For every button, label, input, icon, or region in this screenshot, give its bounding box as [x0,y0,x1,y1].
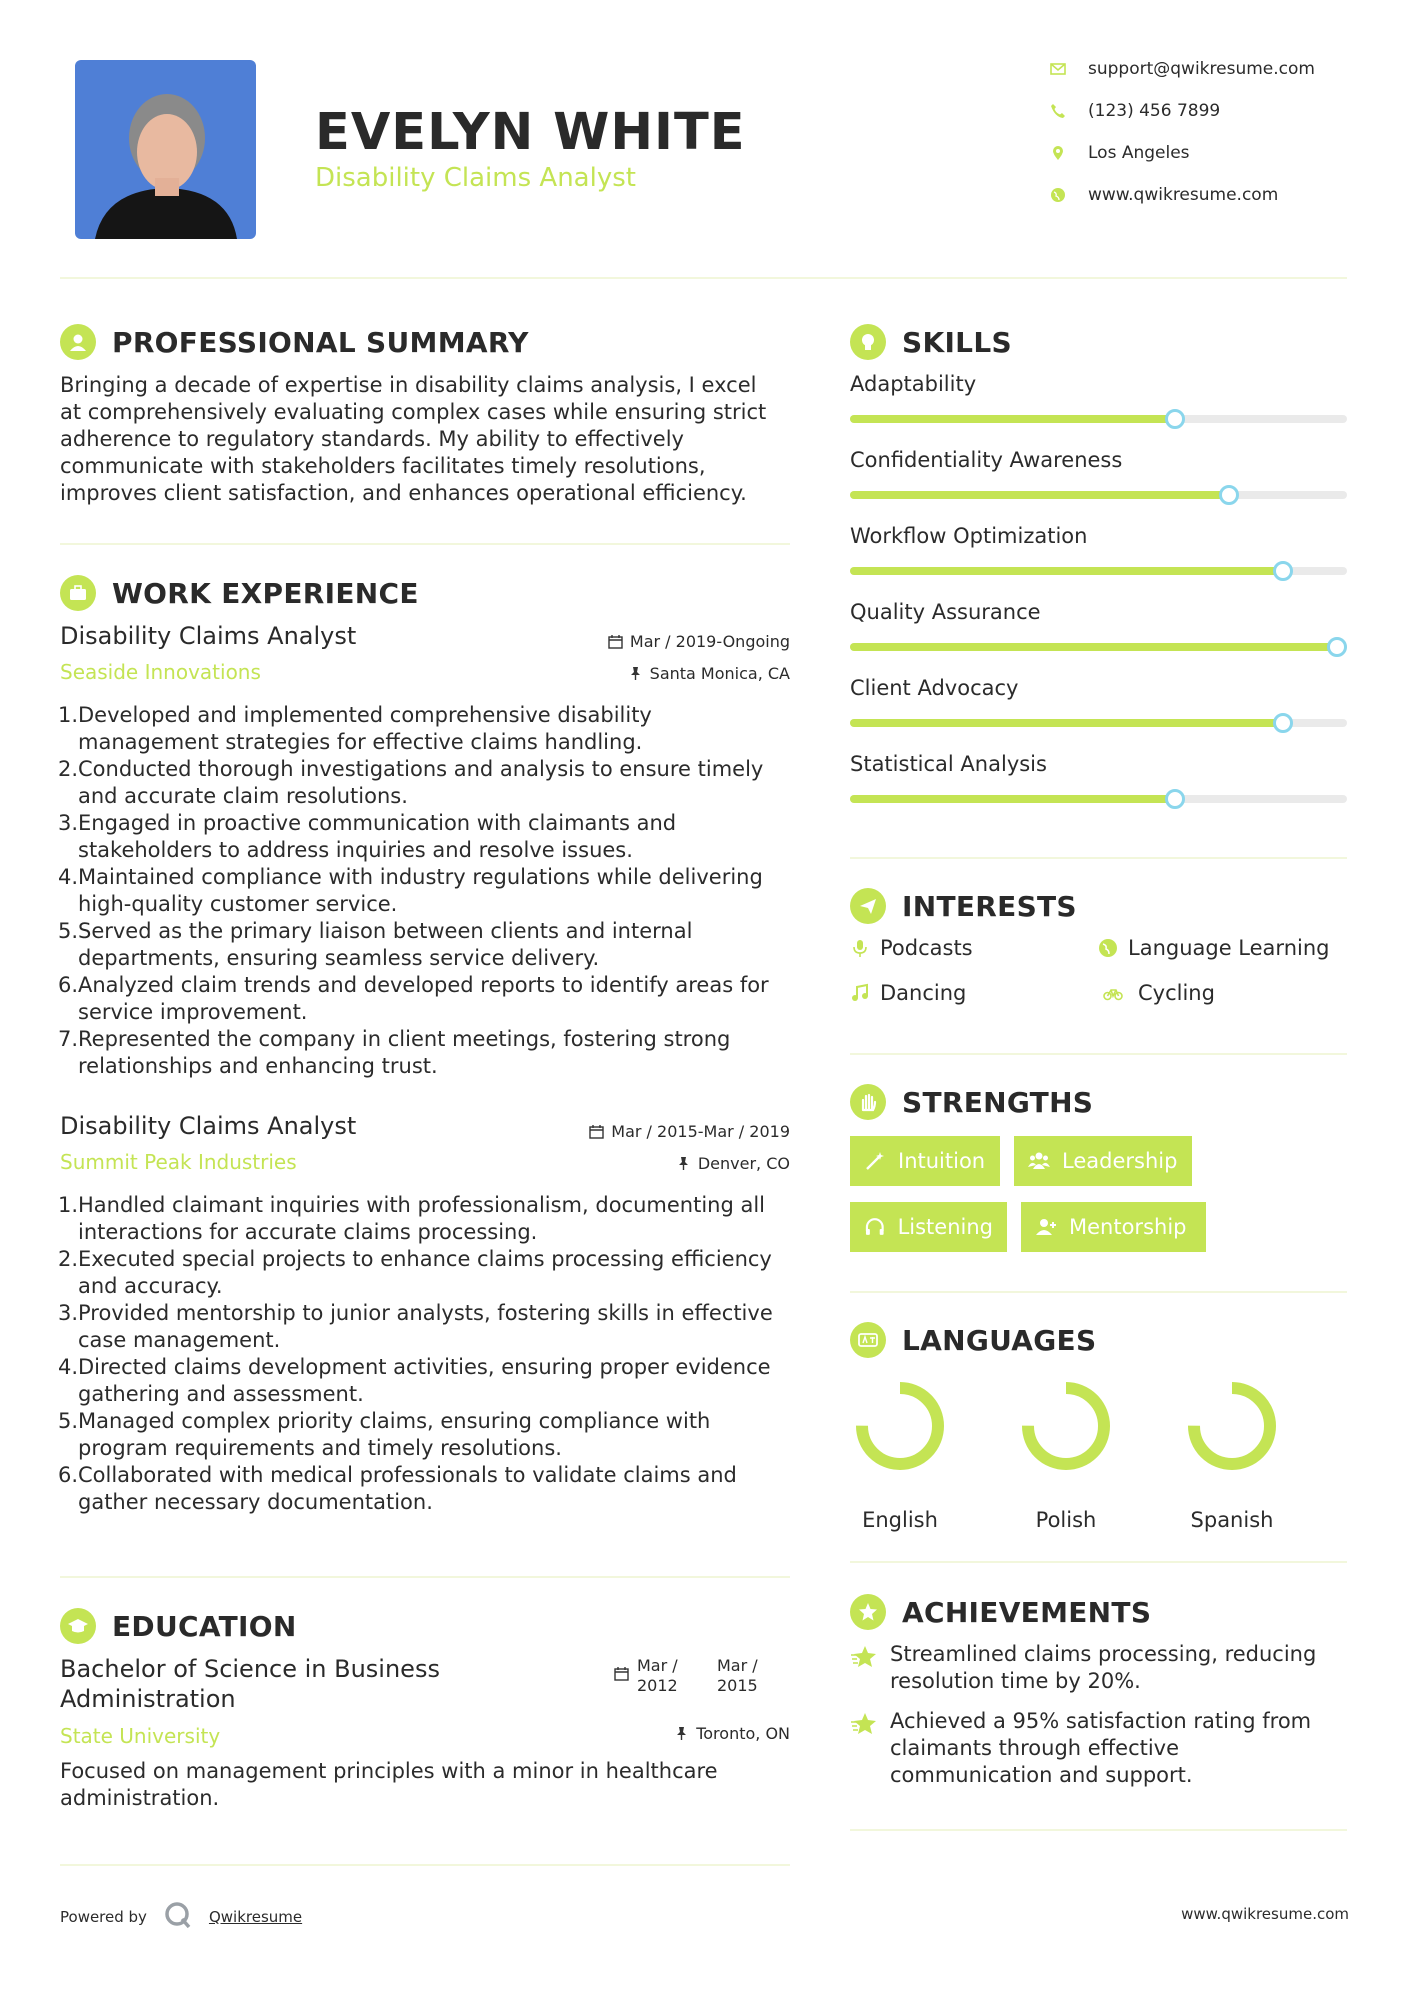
list-item: 1. Handled claimant inquiries with professionalism, documenting all interactions for accurate claims processing. [58,1193,766,1244]
job-location [500,664,790,683]
list-item: 4. Directed claims development activities, ensuring proper evidence gathering and assessment. [58,1355,771,1406]
skill-bar-knob [1327,637,1347,657]
language-icon [850,1322,886,1358]
skill-bar [850,643,1347,651]
skill-name: Adaptability [850,372,977,396]
list-item: 6. Collaborated with medical professionals to validate claims and gather necessary documentation. [58,1463,737,1514]
skill-bar-fill [850,643,1337,651]
job-location-text: Santa Monica, CA [649,664,790,683]
candidate-name: EVELYN WHITE [315,103,746,162]
contact-location [1050,141,1190,165]
strengths-divider [850,1291,1347,1293]
list-item: 4. Maintained compliance with industry regulations while delivering high-quality customer service. [58,865,763,916]
achievements-title: ACHIEVEMENTS [902,1595,1152,1629]
skill-bar [850,415,1347,423]
skill-name: Confidentiality Awareness [850,448,1123,472]
strength-intuition: Intuition [850,1136,1000,1186]
skill-name: Statistical Analysis [850,752,1047,776]
strengths-title: STRENGTHS [902,1085,1094,1119]
language-name: Polish [1035,1508,1097,1532]
globe-icon [1050,186,1088,204]
qwikresume-logo-icon [163,1900,193,1934]
powered-by-label: Powered by [60,1908,147,1926]
user-plus-icon [1035,1216,1057,1238]
education-heading [60,1608,297,1644]
interest-podcasts: Podcasts [850,936,973,960]
list-item: 5. Served as the primary liaison between clients and internal departments, ensuring seamless service delivery. [58,919,693,970]
footer-website[interactable]: www.qwikresume.com [1181,1905,1349,1923]
skills-divider [850,857,1347,859]
footer-powered-by [60,1900,302,1934]
languages-heading [850,1322,1096,1358]
contact-email[interactable] [1050,57,1315,81]
pushpin-icon [676,1156,691,1171]
profile-photo [75,60,256,239]
strength-mentorship: Mentorship [1021,1202,1206,1252]
header-divider [60,277,1347,279]
degree-title: Bachelor of Science in Business Administration [60,1655,440,1713]
language-level-ring [1184,1378,1280,1474]
skill-bar-fill [850,719,1283,727]
interests-heading [850,888,1077,924]
skill-bar-knob [1273,713,1293,733]
hand-icon [850,1084,886,1120]
language-item [840,1378,960,1532]
job-title: Disability Claims Analyst [60,1112,357,1140]
interest-language-learning: Language Learning [1098,936,1329,960]
list-item: 3. Engaged in proactive communication with claimants and stakeholders to address inquiries and resolve issues. [58,811,677,862]
pushpin-icon [628,666,643,681]
education-date-end: Mar / 2015 [717,1656,758,1695]
paper-plane-icon [850,888,886,924]
users-icon [1028,1150,1050,1172]
skill-bar-fill [850,415,1175,423]
school-name: State University [60,1724,221,1748]
strength-leadership: Leadership [1014,1136,1192,1186]
list-item: 2. Executed special projects to enhance claims processing efficiency and accuracy. [58,1247,772,1298]
skill-bar-knob [1165,789,1185,809]
calendar-icon [608,634,623,649]
star-icon [850,1643,878,1671]
skill-name: Client Advocacy [850,676,1019,700]
skill-bar-knob [1273,561,1293,581]
envelope-icon [1050,60,1088,78]
job-date [500,632,790,651]
contact-website-text: www.qwikresume.com [1088,185,1279,205]
work-divider [60,1576,790,1578]
calendar-icon [614,1666,629,1681]
skill-bar-knob [1219,485,1239,505]
skill-name: Quality Assurance [850,600,1041,624]
job-title: Disability Claims Analyst [60,622,357,650]
microphone-icon [850,938,870,958]
bicycle-icon [1098,983,1128,1003]
education-title: EDUCATION [112,1609,297,1643]
language-item [1172,1378,1292,1532]
graduation-icon [60,1608,96,1644]
interests-divider [850,1053,1347,1055]
job-duties-list [60,1192,780,1516]
list-item: 1. Developed and implemented comprehensive disability management strategies for effective claims handling. [58,703,652,754]
summary-text: Bringing a decade of expertise in disability claims analysis, I excel at comprehensively evaluating complex cases while ensuring strict adherence to regulatory standards. My ability to effectively communicate with stakeholders facilitates timely resolutions, improves client satisfaction, and enhances operational efficiency. [60,373,767,505]
education-description: Focused on management principles with a minor in healthcare administration. [60,1759,718,1810]
list-item: 2. Conducted thorough investigations and analysis to ensure timely and accurate claim resolutions. [58,757,764,808]
education-location [500,1724,790,1743]
education-divider [60,1864,790,1866]
lightbulb-icon [850,324,886,360]
achievement-item: Achieved a 95% satisfaction rating from claimants through effective communication and support. [850,1708,1347,1789]
summary-heading [60,324,529,360]
skill-bar-fill [850,491,1229,499]
contact-phone-text: (123) 456 7899 [1088,101,1221,121]
contact-email-text: support@qwikresume.com [1088,59,1315,79]
job-company: Summit Peak Industries [60,1150,297,1174]
achievement-item: Streamlined claims processing, reducing resolution time by 20%. [850,1641,1347,1695]
skill-bar [850,719,1347,727]
contact-website[interactable] [1050,183,1278,207]
job-location-text: Denver, CO [697,1154,790,1173]
candidate-role: Disability Claims Analyst [315,163,636,193]
language-name: Spanish [1190,1508,1274,1532]
contact-phone[interactable] [1050,99,1220,123]
user-icon [60,324,96,360]
language-level-ring [1018,1378,1114,1474]
language-level-ring [852,1378,948,1474]
phone-icon [1050,102,1088,120]
skill-bar-knob [1165,409,1185,429]
interest-cycling: Cycling [1098,981,1215,1005]
music-note-icon [850,983,870,1003]
work-title: WORK EXPERIENCE [112,576,419,610]
job-duties-list [60,702,780,1080]
star-icon [850,1710,878,1738]
languages-title: LANGUAGES [902,1323,1097,1357]
skill-name: Workflow Optimization [850,524,1088,548]
summary-divider [60,543,790,545]
qwikresume-link[interactable]: Qwikresume [208,1908,303,1926]
pushpin-icon [674,1726,689,1741]
work-heading [60,575,419,611]
list-item: 6. Analyzed claim trends and developed reports to identify areas for service improvement. [58,973,769,1024]
achievements-heading [850,1594,1151,1630]
globe-icon [1098,938,1118,958]
education-location-text: Toronto, ON [696,1724,790,1743]
language-name: English [862,1508,938,1532]
language-item [1006,1378,1126,1532]
job-date [500,1122,790,1141]
achievements-divider [850,1829,1347,1831]
skill-bar [850,567,1347,575]
job-company: Seaside Innovations [60,660,261,684]
briefcase-icon [60,575,96,611]
skills-heading [850,324,1012,360]
contact-location-text: Los Angeles [1088,143,1190,163]
skill-bar-fill [850,567,1283,575]
job-location [500,1154,790,1173]
education-date-start: Mar / 2012 [637,1656,678,1695]
skill-bar [850,795,1347,803]
list-item: 7. Represented the company in client meetings, fostering strong relationships and enhancing trust. [58,1027,731,1078]
list-item: 5. Managed complex priority claims, ensuring compliance with program requirements and timely resolutions. [58,1409,711,1460]
interests-title: INTERESTS [902,889,1077,923]
magic-wand-icon [864,1150,886,1172]
strengths-heading [850,1084,1093,1120]
summary-title: PROFESSIONAL SUMMARY [112,325,529,359]
job-date-text: Mar / 2019-Ongoing [629,632,790,651]
map-pin-icon [1050,144,1088,162]
calendar-icon [589,1124,604,1139]
skills-title: SKILLS [902,325,1012,359]
job-date-text: Mar / 2015-Mar / 2019 [611,1122,790,1141]
skill-bar [850,491,1347,499]
strength-listening: Listening [850,1202,1007,1252]
star-badge-icon [850,1594,886,1630]
headphones-icon [864,1216,886,1238]
education-dates [614,1656,777,1696]
skill-bar-fill [850,795,1175,803]
languages-divider [850,1561,1347,1563]
list-item: 3. Provided mentorship to junior analysts, fostering skills in effective case management. [58,1301,773,1352]
interest-dancing: Dancing [850,981,966,1005]
